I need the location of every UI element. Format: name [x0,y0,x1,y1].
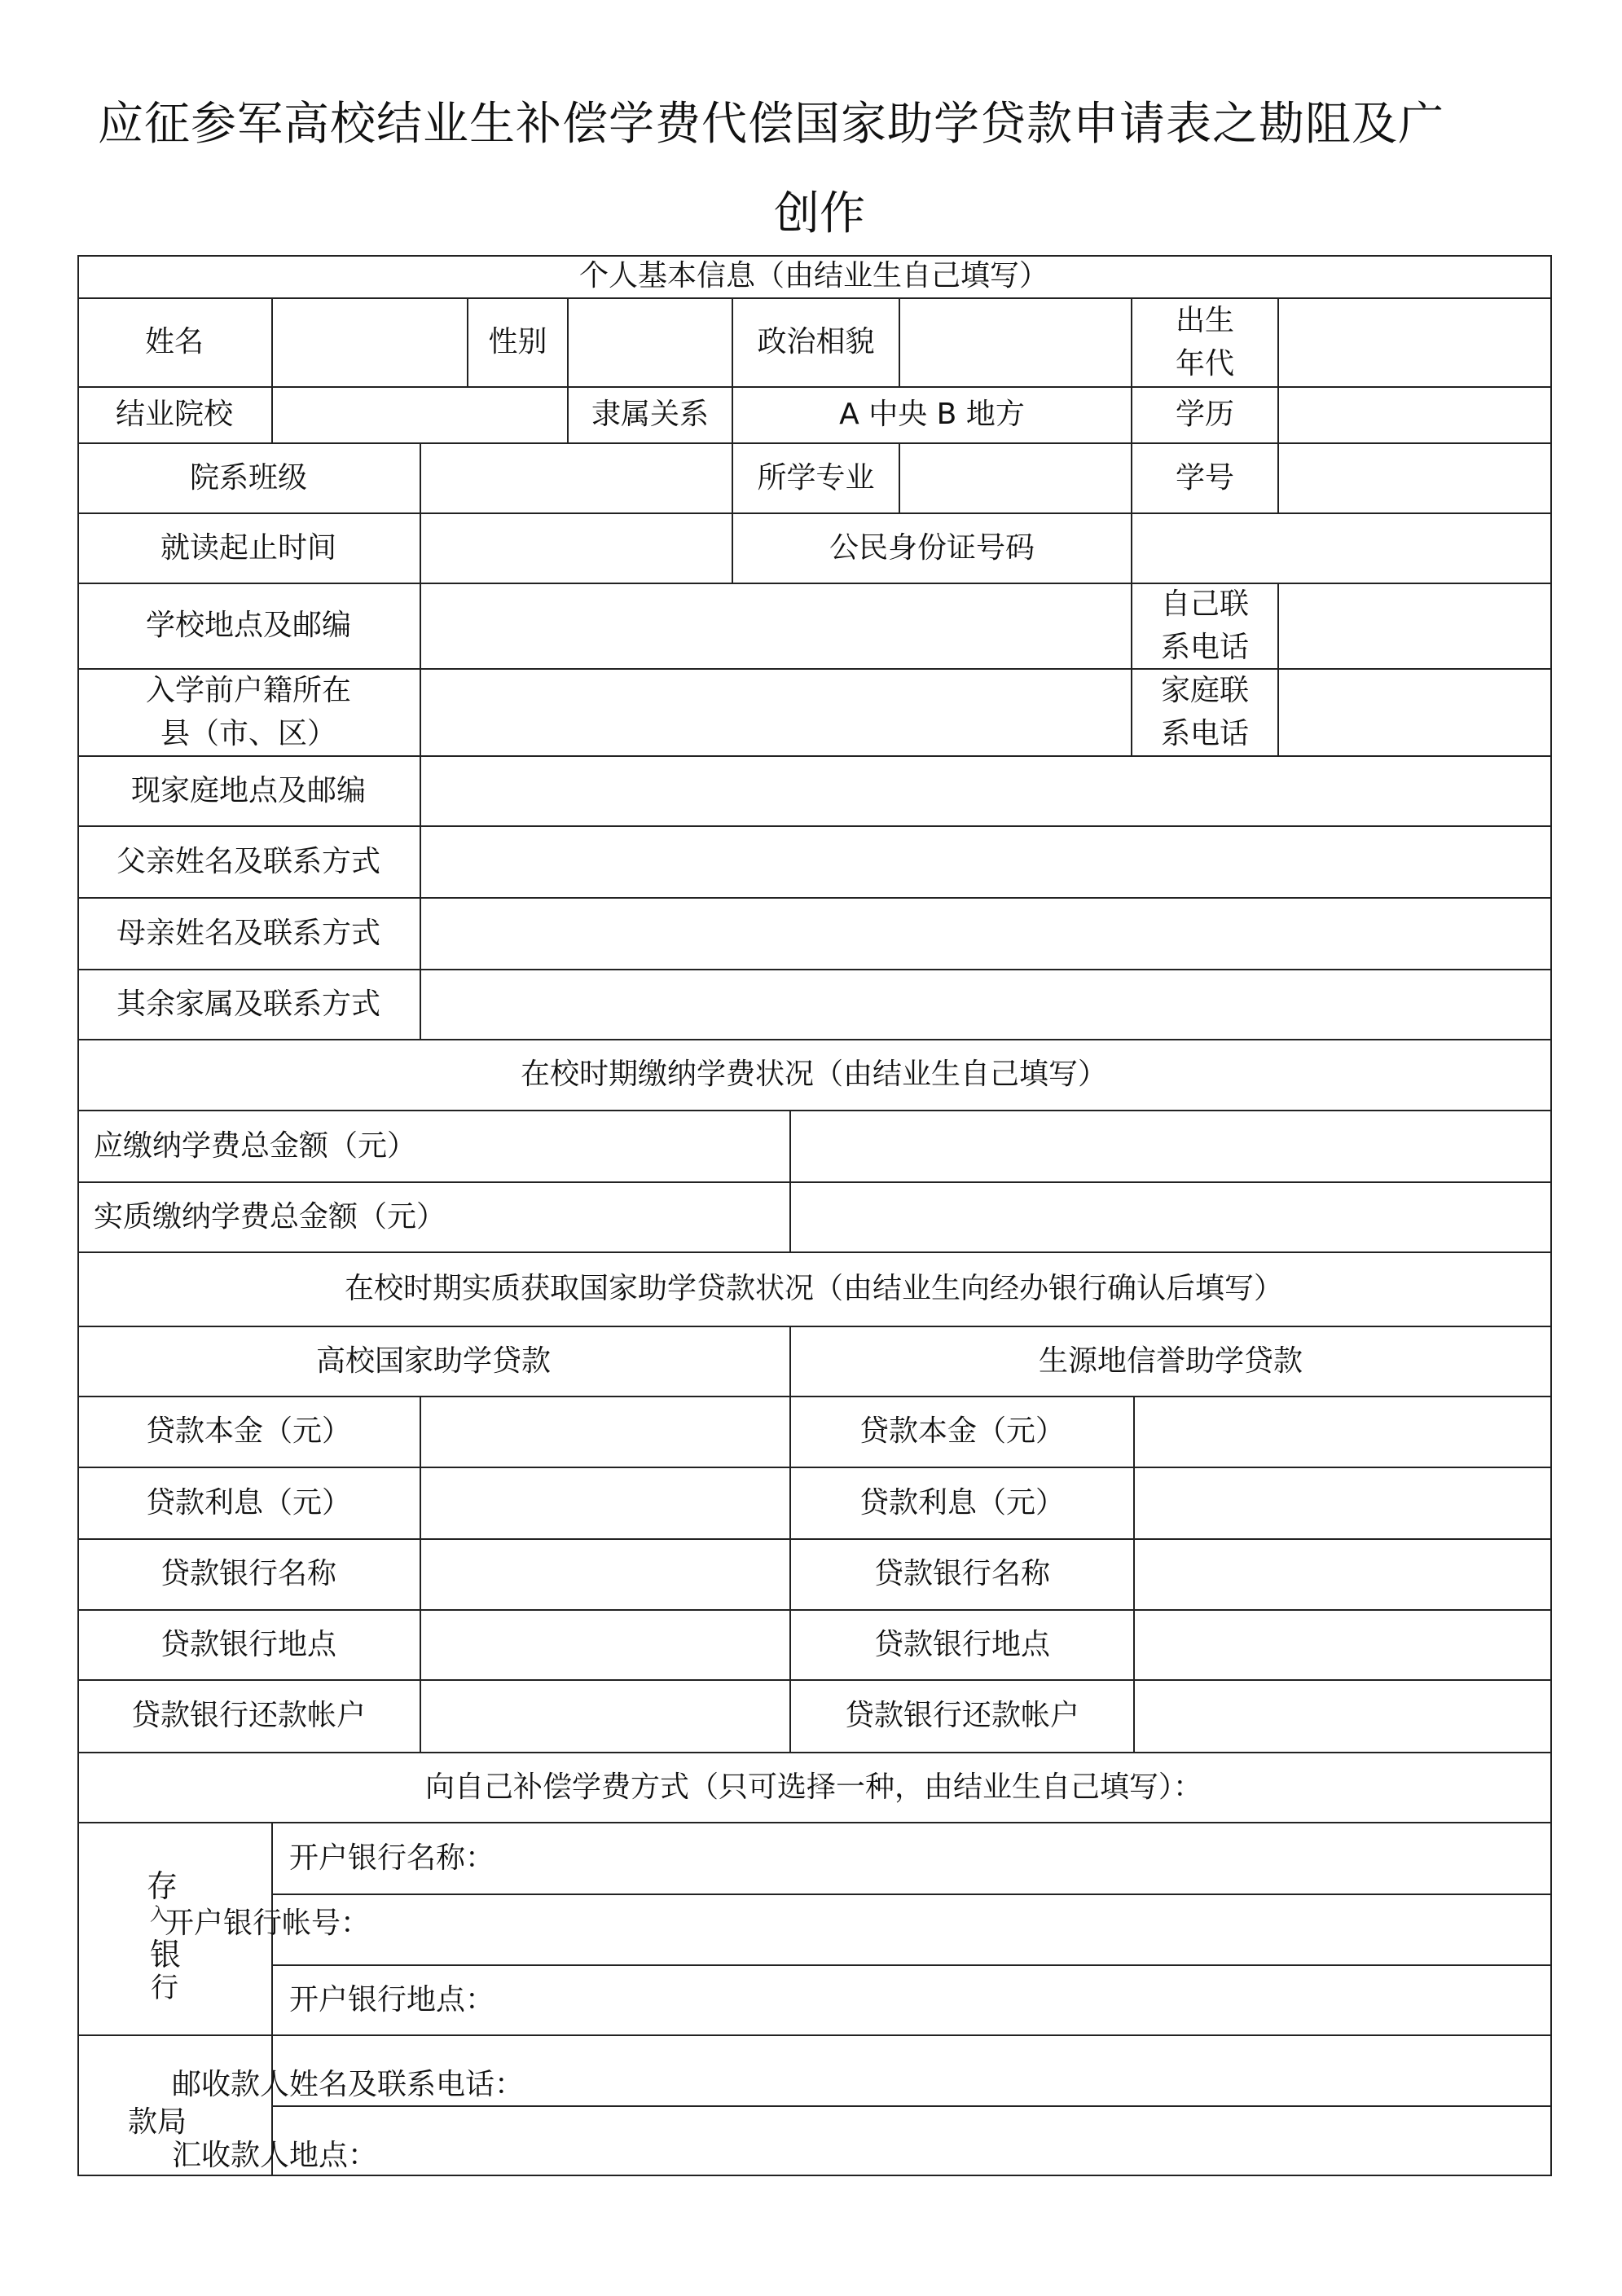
label-own-phone-line2: 系电话 [1160,630,1249,664]
label-school: 结业院校 [77,388,273,444]
input-student-id[interactable] [1279,444,1552,514]
input-home-phone[interactable] [1279,670,1552,757]
loan-right-heading: 生源地信誉助学贷款 [791,1327,1552,1397]
loan-left-label-interest: 贷款利息（元） [77,1468,421,1540]
field-bank-account-number[interactable] [273,1895,1552,1966]
loan-left-input-principal[interactable] [421,1397,791,1468]
loan-left-input-interest[interactable] [421,1468,791,1540]
label-education: 学历 [1132,388,1279,444]
label-home-phone [1132,670,1279,757]
input-home-address[interactable] [421,757,1552,827]
input-gender[interactable] [569,299,733,388]
loan-right-label-bank-name: 贷款银行名称 [791,1540,1135,1611]
loan-right-input-repay-account[interactable] [1135,1681,1552,1753]
post-line3: 汇收款人地点： [172,2139,378,2172]
section-loans-header: 在校时期实质获取国家助学贷款状况（由结业生向经办银行确认后填写） [77,1253,1552,1327]
loan-right-label-interest: 贷款利息（元） [791,1468,1135,1540]
label-mother: 母亲姓名及联系方式 [77,899,421,970]
label-home-phone-line1: 家庭联 [1160,674,1249,708]
label-id-card: 公民身份证号码 [733,514,1132,584]
bank-label-ru: 入 [150,1905,169,1925]
field-bank-address[interactable]: 开户银行地点： [273,1966,1552,2036]
label-name: 姓名 [77,299,273,388]
input-tuition-payable[interactable] [791,1111,1552,1183]
bank-account-number-label: 开户银行帐号： [165,1907,371,1940]
label-department: 院系班级 [77,444,421,514]
label-household-line2: 县（市、区） [160,716,336,750]
field-bank-name[interactable]: 开户银行名称： [273,1823,1552,1895]
loan-left-heading: 高校国家助学贷款 [77,1327,791,1397]
bank-label-yin: 银 [150,1937,182,1973]
input-education[interactable] [1279,388,1552,444]
input-father[interactable] [421,827,1552,899]
input-major[interactable] [900,444,1132,514]
label-birth [1132,299,1279,388]
section-tuition-header: 在校时期缴纳学费状况（由结业生自己填写） [77,1040,1552,1111]
loan-right-input-principal[interactable] [1135,1397,1552,1468]
input-school[interactable] [273,388,569,444]
loan-left-input-bank-address[interactable] [421,1611,791,1681]
loan-right-label-bank-address: 贷款银行地点 [791,1611,1135,1681]
input-other-relatives[interactable] [421,970,1552,1040]
label-household-line1: 入学前户籍所在 [145,674,351,708]
field-payee-address[interactable] [273,2107,1552,2176]
input-school-address[interactable] [421,584,1132,670]
label-affiliation: 隶属关系 [569,388,733,444]
loan-left-label-principal: 贷款本金（元） [77,1397,421,1468]
section-personal-header: 个人基本信息（由结业生自己填写） [77,255,1552,299]
label-tuition-paid: 实质缴纳学费总金额（元） [77,1183,791,1253]
input-own-phone[interactable] [1279,584,1552,670]
loan-left-label-bank-address: 贷款银行地点 [77,1611,421,1681]
label-own-phone-line1: 自己联 [1160,587,1249,622]
label-own-phone [1132,584,1279,670]
input-mother[interactable] [421,899,1552,970]
loan-left-input-repay-account[interactable] [421,1681,791,1753]
label-birth-line2: 年代 [1175,346,1234,380]
form-title-line2: 创作 [774,187,865,240]
input-household[interactable] [421,670,1132,757]
loan-right-label-repay-account: 贷款银行还款帐户 [791,1681,1135,1753]
loan-right-input-bank-name[interactable] [1135,1540,1552,1611]
application-form [77,255,1552,2176]
label-home-address: 现家庭地点及邮编 [77,757,421,827]
input-birth[interactable] [1279,299,1552,388]
input-study-period[interactable] [421,514,733,584]
loan-left-label-repay-account: 贷款银行还款帐户 [77,1681,421,1753]
input-political[interactable] [900,299,1132,388]
label-study-period: 就读起止时间 [77,514,421,584]
input-department[interactable] [421,444,733,514]
loan-right-input-interest[interactable] [1135,1468,1552,1540]
label-gender: 性别 [468,299,569,388]
post-line2: 款局 [128,2105,187,2139]
label-other-relatives: 其余家属及联系方式 [77,970,421,1040]
loan-right-label-principal: 贷款本金（元） [791,1397,1135,1468]
label-birth-line1: 出生 [1175,304,1234,338]
form-title-line1: 应征参军高校结业生补偿学费代偿国家助学贷款申请表之勘阻及广 [98,98,1444,151]
label-home-phone-line2: 系电话 [1160,716,1249,750]
loan-left-input-bank-name[interactable] [421,1540,791,1611]
label-tuition-payable: 应缴纳学费总金额（元） [77,1111,791,1183]
label-father: 父亲姓名及联系方式 [77,827,421,899]
label-household [77,670,421,757]
loan-right-input-bank-address[interactable] [1135,1611,1552,1681]
bank-label-hang: 行 [151,1972,178,2004]
input-tuition-paid[interactable] [791,1183,1552,1253]
input-id-card[interactable] [1132,514,1552,584]
section-compensation-header: 向自己补偿学费方式（只可选择一种，由结业生自己填写）： [77,1753,1552,1823]
affiliation-options[interactable]: A 中央 B 地方 [733,388,1132,444]
label-student-id: 学号 [1132,444,1279,514]
bank-label-cun: 存 [147,1868,178,1904]
label-major: 所学专业 [733,444,900,514]
label-school-address: 学校地点及邮编 [77,584,421,670]
post-line1: 邮收款人姓名及联系电话： [172,2068,525,2101]
label-political: 政治相貌 [733,299,900,388]
input-name[interactable] [273,299,468,388]
loan-left-label-bank-name: 贷款银行名称 [77,1540,421,1611]
